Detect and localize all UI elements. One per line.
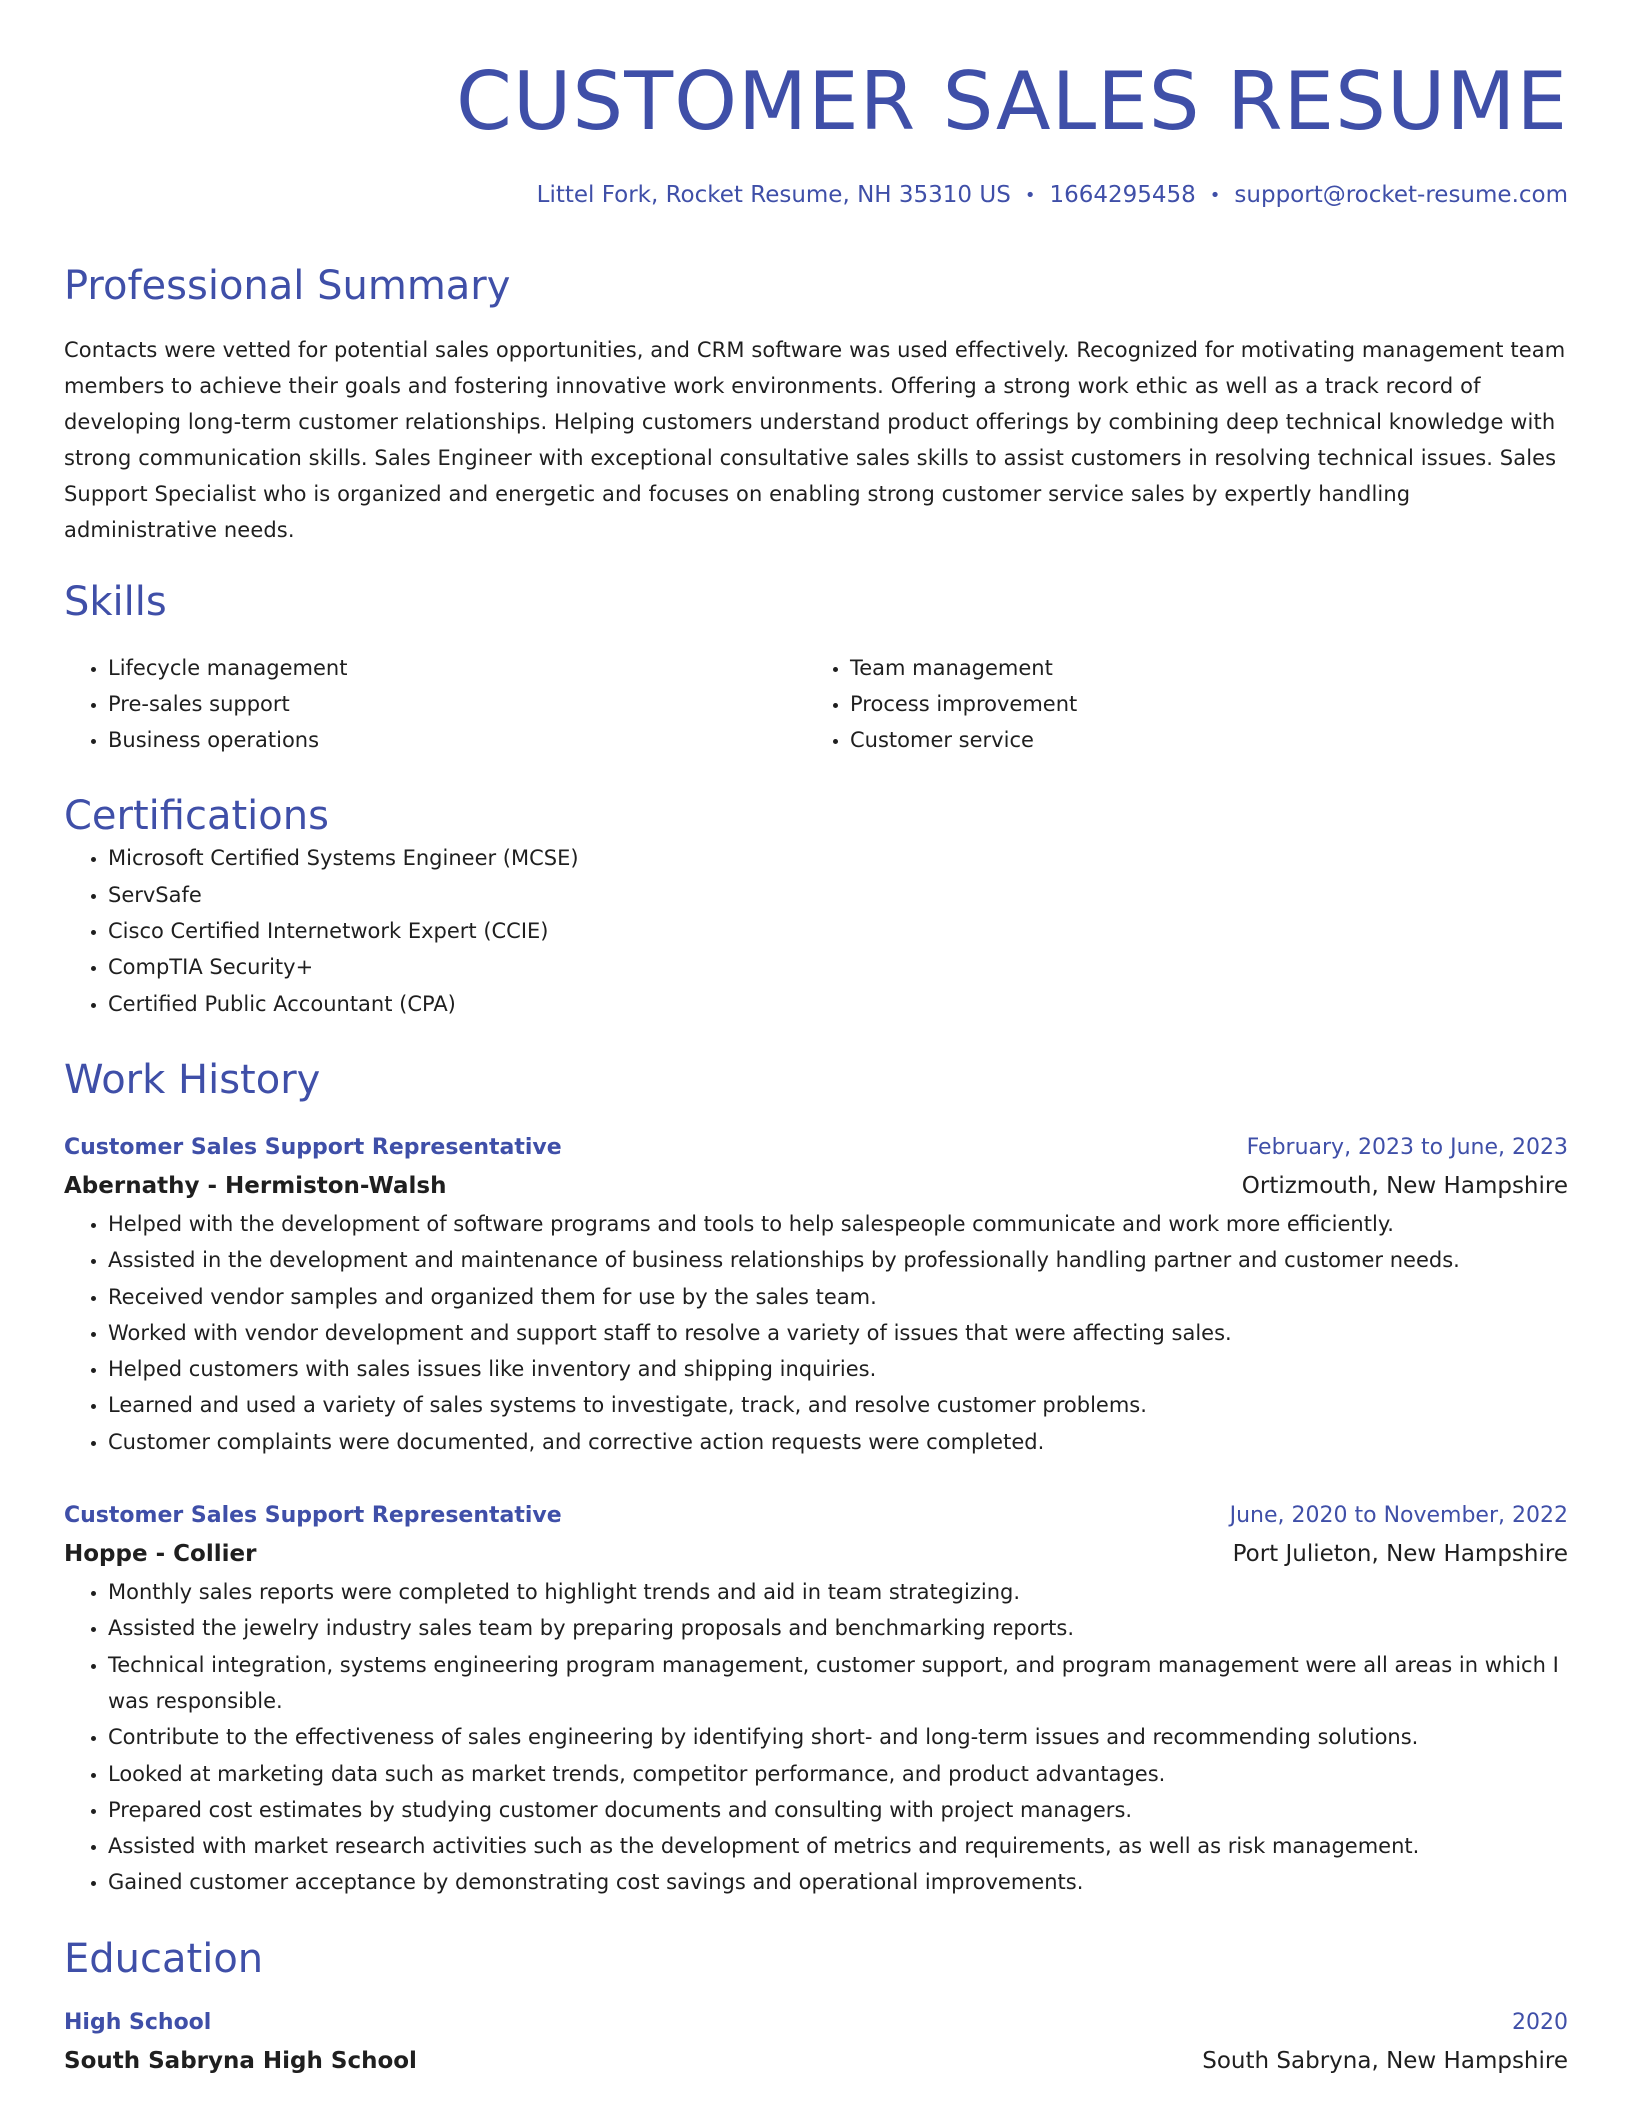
job-title-row [64, 1498, 1568, 1534]
education-section [64, 1935, 1568, 2081]
education-entry [64, 2005, 1568, 2081]
skills-heading: Skills [64, 578, 167, 625]
skill-item: • Pre-sales support [108, 686, 806, 722]
skills-grid [64, 650, 1568, 759]
job-company-row [64, 1166, 1568, 1206]
job-bullet: • Assisted in the development and maintenance of business relationships by professionally handling partner and customer needs. [108, 1242, 1568, 1278]
education-year: 2020 [1512, 2009, 1568, 2035]
job-bullet: • Monthly sales reports were completed to highlight trends and aid in team strategizing. [108, 1574, 1568, 1610]
certification-item: • ServSafe [108, 877, 1568, 913]
job-bullet: • Looked at marketing data such as market trends, competitor performance, and product advantages. [108, 1756, 1568, 1792]
contact-phone: 1664295458 [1049, 182, 1196, 208]
education-degree: High School [64, 2009, 212, 2035]
certifications-section [64, 792, 1568, 1021]
contact-line [64, 182, 1568, 210]
job-company: Hoppe - Collier [64, 1541, 257, 1568]
job-bullet: • Prepared cost estimates by studying customer documents and consulting with project managers. [108, 1792, 1568, 1828]
job-bullet: • Gained customer acceptance by demonstrating cost savings and operational improvements. [108, 1864, 1568, 1900]
bullet-separator: • [1209, 184, 1221, 206]
job-entry [64, 1130, 1568, 1460]
resume-title: CUSTOMER SALES RESUME [456, 55, 1568, 148]
skill-item: • Team management [850, 650, 1568, 686]
job-bullets [64, 1206, 1568, 1460]
contact-email: support@rocket-resume.com [1234, 182, 1568, 208]
education-heading: Education [64, 1935, 264, 1982]
job-bullet: • Helped customers with sales issues like inventory and shipping inquiries. [108, 1351, 1568, 1387]
work-history-section [64, 1056, 1568, 1901]
certifications-heading: Certifications [64, 793, 329, 840]
skills-list-right [806, 650, 1568, 759]
job-bullet: • Worked with vendor development and support staff to resolve a variety of issues that were affecting sales. [108, 1315, 1568, 1351]
summary-section [64, 262, 1568, 548]
job-bullets [64, 1574, 1568, 1901]
skill-item: • Business operations [108, 722, 806, 758]
certification-item: • CompTIA Security+ [108, 949, 1568, 985]
summary-heading: Professional Summary [64, 262, 511, 309]
job-bullet: • Customer complaints were documented, and corrective action requests were completed. [108, 1424, 1568, 1460]
skills-section [64, 578, 1568, 759]
job-bullet: • Contribute to the effectiveness of sales engineering by identifying short- and long-term issues and recommending solutions. [108, 1719, 1568, 1755]
job-title-row [64, 1130, 1568, 1166]
job-bullet: • Learned and used a variety of sales systems to investigate, track, and resolve customer problems. [108, 1387, 1568, 1423]
contact-address: Littel Fork, Rocket Resume, NH 35310 US [536, 182, 1011, 208]
education-school-row [64, 2041, 1568, 2081]
certifications-list [64, 840, 1568, 1021]
job-company-row [64, 1534, 1568, 1574]
job-bullet: • Assisted with market research activities such as the development of metrics and requirements, as well as risk management. [108, 1828, 1568, 1864]
education-location: South Sabryna, New Hampshire [1202, 2047, 1568, 2074]
job-bullet: • Received vendor samples and organized them for use by the sales team. [108, 1279, 1568, 1315]
job-dates: February, 2023 to June, 2023 [1246, 1134, 1568, 1160]
job-bullet: • Assisted the jewelry industry sales team by preparing proposals and benchmarking reports. [108, 1610, 1568, 1646]
certification-item: • Microsoft Certified Systems Engineer (MCSE) [108, 840, 1568, 876]
job-bullet: • Technical integration, systems engineering program management, customer support, and program management were all areas in which I was responsible. [108, 1647, 1568, 1720]
work-history-heading: Work History [64, 1056, 321, 1103]
skill-item: • Customer service [850, 722, 1568, 758]
job-location: Ortizmouth, New Hampshire [1241, 1172, 1568, 1199]
job-bullet: • Helped with the development of software programs and tools to help salespeople communicate and work more efficiently. [108, 1206, 1568, 1242]
resume-header [64, 56, 1568, 210]
skill-item: • Lifecycle management [108, 650, 806, 686]
skill-item: • Process improvement [850, 686, 1568, 722]
education-degree-row [64, 2005, 1568, 2041]
education-school: South Sabryna High School [64, 2047, 417, 2074]
job-location: Port Julieton, New Hampshire [1232, 1541, 1568, 1568]
job-entry [64, 1498, 1568, 1901]
certification-item: • Cisco Certified Internetwork Expert (CCIE) [108, 913, 1568, 949]
job-company: Abernathy - Hermiston-Walsh [64, 1172, 447, 1199]
certification-item: • Certified Public Accountant (CPA) [108, 986, 1568, 1022]
bullet-separator: • [1024, 184, 1036, 206]
job-dates: June, 2020 to November, 2022 [1229, 1503, 1568, 1529]
summary-text: Contacts were vetted for potential sales opportunities, and CRM software was used effectively. Recognized for motivating management team members to achieve their goals and fostering innovative work environments. Offering a strong work ethic as well as a track record of developing long-term customer relationships. Helping customers understand product offerings by combining deep technical knowledge with strong communication skills. Sales Engineer with exceptional consultative sales skills to assist customers in resolving technical issues. Sales Support Specialist who is organized and energetic and focuses on enabling strong customer service sales by expertly handling administrative needs. [64, 337, 1566, 542]
skills-list-left [64, 650, 806, 759]
job-title: Customer Sales Support Representative [64, 1503, 562, 1529]
job-title: Customer Sales Support Representative [64, 1134, 562, 1160]
